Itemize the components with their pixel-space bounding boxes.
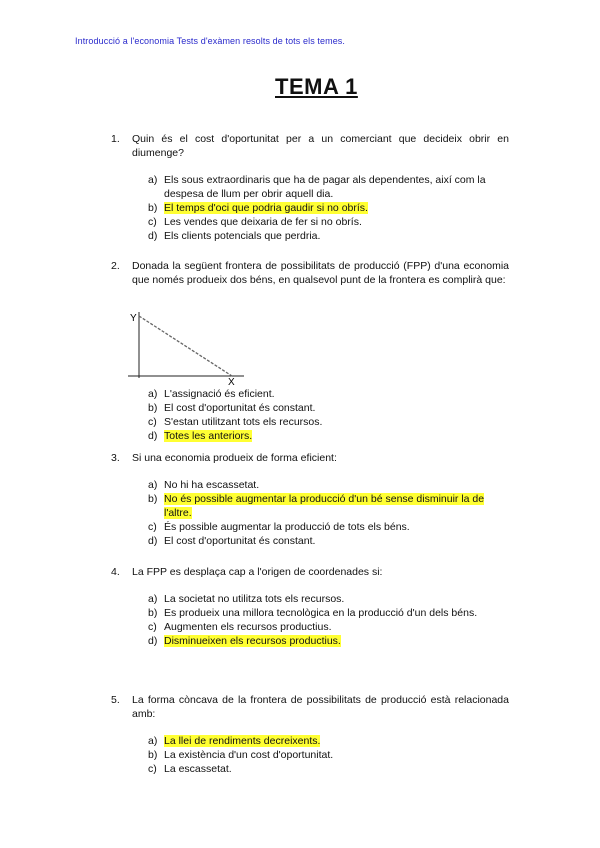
option-c: c) La escassetat. <box>148 763 232 775</box>
question-number: 1. <box>111 133 120 145</box>
question-text: Donada la següent frontera de possibilitats de producció (FPP) d'una economia que només produeix dos béns, en qualsevol punt de la frontera es complirà que: <box>132 260 509 286</box>
option-d: d) El cost d'oportunitat és constant. <box>148 535 316 547</box>
option-b: b) El cost d'oportunitat és constant. <box>148 402 316 414</box>
question-2 <box>111 259 509 287</box>
correct-answer-highlight: El temps d'oci que podria gaudir si no obrís. <box>164 202 368 214</box>
question-number: 4. <box>111 566 120 578</box>
option-list <box>111 592 509 648</box>
option-c: c) Les vendes que deixaria de fer si no obrís. <box>148 216 362 228</box>
option-b: b) Es produeix una millora tecnològica en la producció d'un dels béns. <box>148 607 478 619</box>
option-c: c) S'estan utilitzant tots els recursos. <box>148 416 323 428</box>
question-4 <box>111 565 509 648</box>
option-c: c) Augmenten els recursos productius. <box>148 621 332 633</box>
option-list <box>111 734 509 776</box>
question-text: La forma còncava de la frontera de possibilitats de producció està relacionada amb: <box>132 694 509 720</box>
question-number: 5. <box>111 694 120 706</box>
correct-answer-highlight: Disminueixen els recursos productius. <box>164 635 341 647</box>
x-axis-label: X <box>228 377 235 388</box>
option-d: d) Totes les anteriors. <box>148 430 253 442</box>
option-list <box>111 173 509 243</box>
question-2-options <box>111 387 509 443</box>
option-b: b) No és possible augmentar la producció d'un bé sense disminuir la de l'altre. <box>148 493 485 519</box>
question-5 <box>111 693 509 776</box>
correct-answer-highlight: Totes les anteriors. <box>164 430 253 442</box>
option-list <box>111 478 509 548</box>
option-d: d) Els clients potencials que perdria. <box>148 230 321 242</box>
option-a: a) No hi ha escassetat. <box>148 479 260 491</box>
question-number: 2. <box>111 260 120 272</box>
question-text: Si una economia produeix de forma eficient: <box>132 452 337 464</box>
option-a: a) L'assignació és eficient. <box>148 388 275 400</box>
question-1 <box>111 132 509 243</box>
document-header: Introducció a l'economia Tests d'exàmen resolts de tots els temes. <box>75 36 345 46</box>
option-d: d) Disminueixen els recursos productius. <box>148 635 341 647</box>
ppf-chart <box>128 306 248 388</box>
option-list <box>111 387 509 443</box>
option-c: c) És possible augmentar la producció de tots els béns. <box>148 521 410 533</box>
page-title: TEMA 1 <box>275 74 358 99</box>
question-3 <box>111 451 509 548</box>
option-b: b) La existència d'un cost d'oportunitat. <box>148 749 334 761</box>
correct-answer-highlight: La llei de rendiments decreixents. <box>164 735 321 747</box>
option-a: a) La llei de rendiments decreixents. <box>148 735 321 747</box>
option-b: b) El temps d'oci que podria gaudir si no obrís. <box>148 202 368 214</box>
correct-answer-highlight: No és possible augmentar la producció d'un bé sense disminuir la de l'altre. <box>164 493 485 519</box>
ppf-frontier-line <box>139 316 232 376</box>
question-text: Quin és el cost d'oportunitat per a un comerciant que decideix obrir en diumenge? <box>132 133 509 159</box>
question-number: 3. <box>111 452 120 464</box>
option-a: a) La societat no utilitza tots els recursos. <box>148 593 345 605</box>
question-text: La FPP es desplaça cap a l'origen de coordenades si: <box>132 566 383 578</box>
option-a: a) Els sous extraordinaris que ha de pagar als dependentes, així com la despesa de llum per obrir aquell dia. <box>148 174 486 200</box>
y-axis-label: Y <box>130 313 137 324</box>
